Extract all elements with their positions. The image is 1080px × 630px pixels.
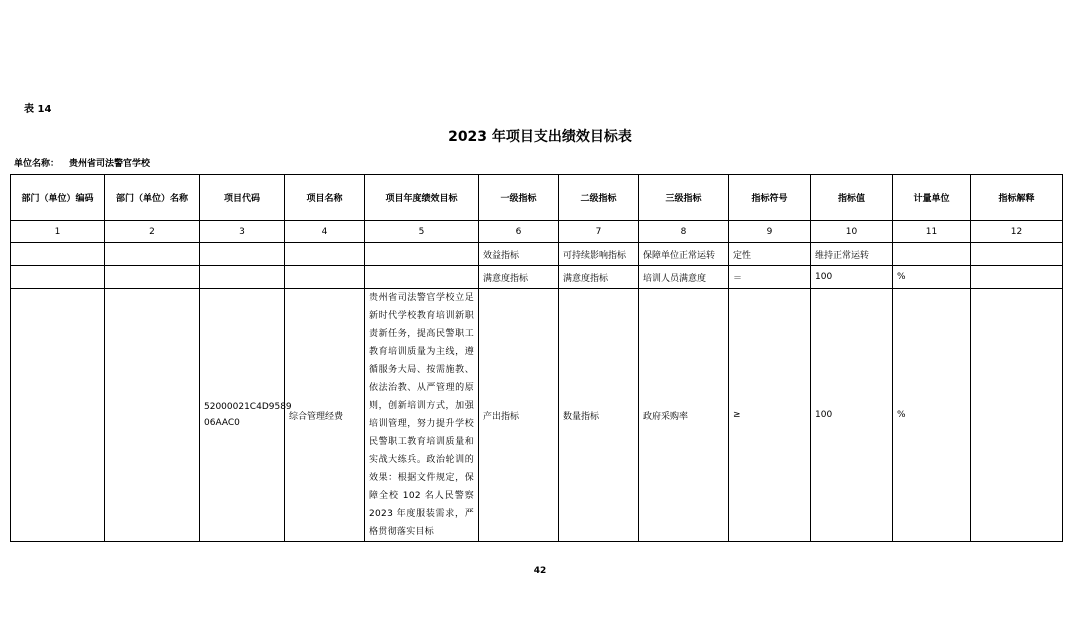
index-cell: 5 (365, 221, 479, 243)
table-cell (11, 266, 105, 289)
header-cell: 计量单位 (893, 175, 971, 221)
index-cell: 7 (559, 221, 639, 243)
table-cell: % (893, 289, 971, 542)
index-cell: 12 (971, 221, 1063, 243)
page-number: 42 (533, 566, 547, 576)
column-index-row (11, 221, 1063, 243)
table-cell: 政府采购率 (639, 289, 729, 542)
table-cell: 培训人员满意度 (639, 266, 729, 289)
table-cell (105, 243, 200, 266)
table-cell (971, 243, 1063, 266)
table-cell (105, 266, 200, 289)
header-cell: 二级指标 (559, 175, 639, 221)
table-cell: ＝ (729, 266, 811, 289)
table-cell (105, 289, 200, 542)
header-cell: 部门（单位）编码 (11, 175, 105, 221)
header-cell: 三级指标 (639, 175, 729, 221)
table-cell: 数量指标 (559, 289, 639, 542)
unit-label: 单位名称： (14, 159, 60, 169)
header-cell: 部门（单位）名称 (105, 175, 200, 221)
table-cell (285, 243, 365, 266)
header-cell: 指标解释 (971, 175, 1063, 221)
table-cell (893, 243, 971, 266)
index-cell: 10 (811, 221, 893, 243)
table-cell (365, 266, 479, 289)
project-name-cell: 综合管理经费 (285, 289, 365, 542)
index-cell: 2 (105, 221, 200, 243)
index-cell: 8 (639, 221, 729, 243)
header-cell: 一级指标 (479, 175, 559, 221)
header-cell: 指标符号 (729, 175, 811, 221)
table-cell (285, 266, 365, 289)
header-cell: 项目代码 (200, 175, 285, 221)
table-number: 表 14 (24, 104, 52, 115)
annual-goal-cell: 贵州省司法警官学校立足新时代学校教育培训新职责新任务，提高民警职工教育培训质量为主线，遵循服务大局、按需施教、依法治教、从严管理的原则，创新培训方式，加强培训管理，努力提升学校民警职工教育培训质量和实战大练兵。政治轮训的效果：根据文件规定，保障全校 102 名人民警察 2023 年度服装需求，严格贯彻落实目标 (365, 289, 479, 542)
table-row (11, 289, 1063, 542)
table-cell (971, 266, 1063, 289)
table-cell: 产出指标 (479, 289, 559, 542)
unit-line (14, 156, 150, 169)
index-cell: 6 (479, 221, 559, 243)
table-cell (971, 289, 1063, 542)
table-cell: 保障单位正常运转 (639, 243, 729, 266)
table-cell (200, 266, 285, 289)
header-cell: 项目名称 (285, 175, 365, 221)
table-cell: 100 (811, 289, 893, 542)
header-row (11, 175, 1063, 221)
table-cell: % (893, 266, 971, 289)
header-cell: 项目年度绩效目标 (365, 175, 479, 221)
header-cell: 指标值 (811, 175, 893, 221)
table-cell: ≥ (729, 289, 811, 542)
table-cell: 定性 (729, 243, 811, 266)
index-cell: 4 (285, 221, 365, 243)
performance-table (10, 174, 1063, 542)
project-code-cell: 52000021C4D9589 06AAC0 (200, 289, 285, 542)
table-cell: 效益指标 (479, 243, 559, 266)
table-row (11, 266, 1063, 289)
table-cell: 可持续影响指标 (559, 243, 639, 266)
page-title: 2023 年项目支出绩效目标表 (448, 129, 632, 145)
table-cell: 满意度指标 (559, 266, 639, 289)
table-cell: 100 (811, 266, 893, 289)
table-cell (200, 243, 285, 266)
table-cell (11, 289, 105, 542)
index-cell: 1 (11, 221, 105, 243)
unit-name: 贵州省司法警官学校 (69, 159, 151, 169)
table-row (11, 243, 1063, 266)
index-cell: 3 (200, 221, 285, 243)
index-cell: 9 (729, 221, 811, 243)
index-cell: 11 (893, 221, 971, 243)
table-cell: 满意度指标 (479, 266, 559, 289)
table-cell (365, 243, 479, 266)
table-cell: 维持正常运转 (811, 243, 893, 266)
table-cell (11, 243, 105, 266)
